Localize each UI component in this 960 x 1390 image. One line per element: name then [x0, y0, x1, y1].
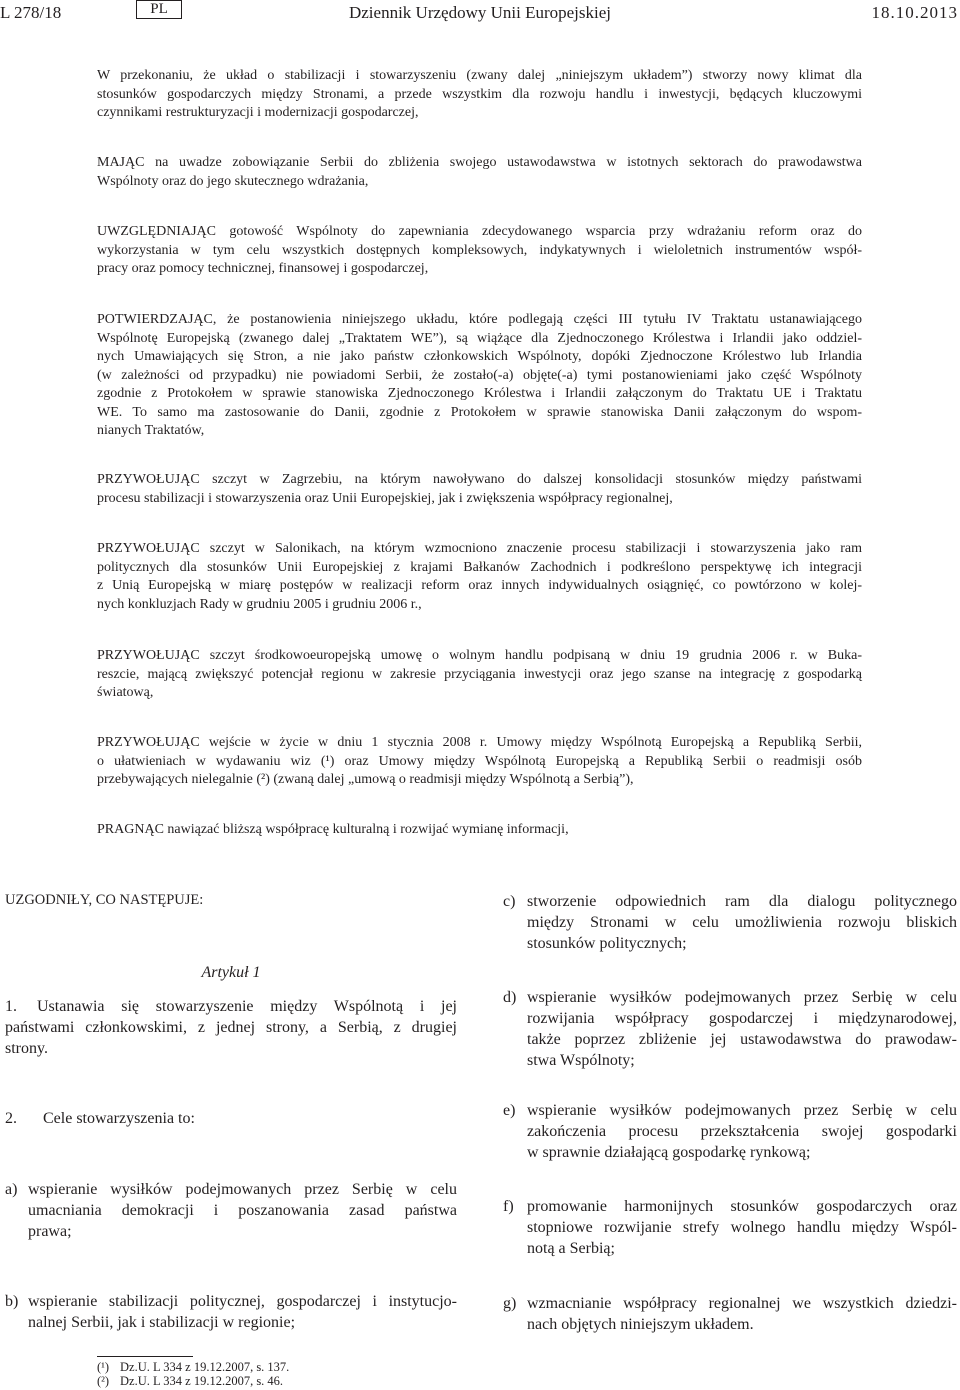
recital-line: PRZYWOŁUJĄC szczyt środkowoeuropejską umowę o wolnym handlu podpisaną w dniu 19 grudnia 2006 r. w Buka- [97, 648, 862, 663]
recital-line: nych konkluzjach Rady w grudniu 2005 i grudniu 2006 r., [97, 596, 422, 612]
recital-paragraph [97, 67, 862, 123]
recital-line: PRZYWOŁUJĄC szczyt w Zagrzebiu, na którym nawoływano do dalszej konsolidacji stosunków między państwami [97, 472, 862, 487]
recital-paragraph [97, 223, 862, 279]
objective-item-a [5, 1179, 457, 1242]
recital-line: PRZYWOŁUJĄC szczyt w Salonikach, na którym wzmocniono znaczenie procesu stabilizacji i stowarzyszenia jako ram [97, 541, 862, 556]
objective-line: wspieranie wysiłków podejmowanych przez Serbię w celu [28, 1181, 457, 1198]
paragraph-text: Cele stowarzyszenia to: [43, 1110, 195, 1127]
recital-paragraph [97, 540, 862, 614]
recital-line: procesu stabilizacji i stowarzyszenia oraz Unii Europejskiej, jak i zwiększenia współpracy regionalnej, [97, 490, 673, 506]
footnote [97, 1361, 289, 1375]
agreement-heading: UZGODNIŁY, CO NASTĘPUJE: [5, 892, 204, 908]
objective-label: a) [5, 1181, 18, 1198]
objective-text [28, 1179, 457, 1242]
objective-line: stworzenie odpowiednich ram dla dialogu politycznego [527, 893, 957, 910]
recital-paragraph [97, 734, 862, 790]
objective-text [527, 1293, 957, 1335]
recital-line: światową, [97, 685, 154, 700]
objective-label: c) [503, 893, 516, 910]
recital-line: UWZGLĘDNIAJĄC gotowość Wspólnoty do zapewniania zdecydowanego wsparcia przy wdrażaniu reform oraz do [97, 224, 862, 239]
objective-label: g) [503, 1295, 517, 1312]
recital-line: Wspólnoty oraz do jego skutecznego wdrażania, [97, 173, 369, 189]
objective-text [28, 1291, 457, 1333]
objective-line: stopniowe rozwijanie strefy wolnego handlu między Wspól- [527, 1219, 957, 1236]
recital-line: WE. To samo ma zastosowanie do Danii, zgodnie z Protokołem w sprawie stanowiska Danii załączonym do wspom- [97, 404, 862, 420]
recital-line: wykorzystania w tym celu wszystkich dostępnych kompleksowych, indykatywnych i wieloletnich instrumentów współ- [97, 242, 862, 258]
objective-line: w sprawnie działającą gospodarkę rynkową; [527, 1144, 811, 1161]
paragraph-line [5, 996, 457, 1017]
footnote-text: Dz.U. L 334 z 19.12.2007, s. 46. [120, 1374, 284, 1388]
objective-line: nalnej Serbii, jak i stabilizacji w regionie; [28, 1314, 296, 1331]
objective-line: wspieranie wysiłków podejmowanych przez Serbię w celu [527, 1102, 957, 1119]
recital-paragraph [97, 821, 862, 840]
objective-line: promowanie harmonijnych stosunków gospodarczych oraz [527, 1198, 957, 1215]
recital-line: o ułatwieniach w wydawaniu wiz (¹) oraz Umowy między Wspólnotą Europejską a Republiką Serbii o readmisji osób [97, 753, 862, 769]
recital-line: (w zależności od przypadku) nie powiadomi Serbii, że zostało(-a) objęte(-a) tymi postanowieniami jako część Wspólnoty [97, 367, 862, 383]
objective-line: stwa Wspólnoty; [527, 1052, 635, 1069]
objective-label: d) [503, 989, 517, 1006]
objective-text [527, 987, 957, 1071]
objective-item-e [503, 1100, 957, 1163]
objective-label: f) [503, 1198, 514, 1215]
paragraph-text: Ustanawia się stowarzyszenie między Wspólnotą i jej [37, 998, 457, 1015]
recital-line: Wspólnotę Europejską (zwanego dalej „Traktatem WE”), są wiążące dla Zjednoczonego Królestwa i Irlandii jako oddziel- [97, 330, 862, 346]
paragraph-number: 1. [5, 998, 17, 1015]
objective-line: prawa; [28, 1223, 72, 1240]
recital-line: przebywających nielegalnie (²) (zwaną dalej „umową o readmisji między Wspólnotą a Serbią”), [97, 772, 634, 787]
journal-title: Dziennik Urzędowy Unii Europejskiej [348, 3, 611, 22]
objective-text [527, 1100, 957, 1163]
footnote-ref: (¹) [97, 1360, 110, 1374]
recital-line: MAJĄC na uwadze zobowiązanie Serbii do zbliżenia swojego ustawodawstwa w istotnych sektorach do prawodawstwa [97, 155, 862, 170]
recital-line: reszcie, mającą zwiększyć potencjał regionu w zakresie przyciągania inwestycji oraz jego szanse na integrację z gospodarką [97, 666, 862, 682]
recital-paragraph [97, 471, 862, 508]
objective-line: wzmacnianie współpracy regionalnej we wszystkich dziedzi- [527, 1295, 957, 1312]
objective-line: wspieranie wysiłków podejmowanych przez Serbię w celu [527, 989, 957, 1006]
objective-item-b [5, 1291, 457, 1333]
paragraph-line: państwami członkowskimi, z jednej strony, a Serbią, z drugiej [5, 1019, 457, 1036]
footnote [97, 1375, 283, 1389]
objective-label: e) [503, 1102, 516, 1119]
recital-line: zgodnie z Protokołem w sprawie stanowiska Zjednoczonego Królestwa i Irlandii załączonym do Traktatu UE i Traktatu [97, 386, 862, 401]
paragraph-line [5, 1108, 457, 1129]
recital-line: nych Umawiających się Stron, a nie jako państw członkowskich Wspólnoty, dopóki Zjednoczone Królestwo lub Irlandia [97, 349, 862, 364]
objective-line: notą a Serbią; [527, 1240, 615, 1257]
objective-item-f [503, 1196, 957, 1259]
objective-item-d [503, 987, 957, 1071]
objective-line: między Stronami w celu umożliwienia rozwoju bliskich [527, 914, 957, 931]
recital-line: POTWIERDZAJĄC, że postanowienia niniejszego układu, które podlegają części III tytułu IV Traktatu ustanawiającego [97, 312, 862, 327]
footnote-ref: (²) [97, 1374, 110, 1388]
objective-line: nach objętych niniejszym układem. [527, 1316, 754, 1333]
objective-line: umacniania demokracji i poszanowania zasad państwa [28, 1202, 457, 1219]
publication-date: 18.10.2013 [871, 3, 958, 22]
article-paragraph-1 [5, 996, 457, 1059]
article-paragraph-2 [5, 1108, 457, 1129]
recital-line: z Unią Europejską w miarę postępów w realizacji reform oraz innych indywidualnych osiągnięć, co powtórzono w kolej- [97, 578, 862, 593]
recital-paragraph [97, 647, 862, 703]
objective-text [527, 891, 957, 954]
paragraph-number: 2. [5, 1110, 17, 1127]
page-reference: L 278/18 [0, 3, 62, 22]
recital-line: pracy oraz pomocy technicznej, finansowej i gospodarczej, [97, 261, 429, 276]
objective-item-g [503, 1293, 957, 1335]
language-code: PL [150, 1, 168, 17]
recital-line: czynnikami restrukturyzacji i modernizacji gospodarczej, [97, 105, 419, 120]
objective-line: także poprzez zbliżenie jej ustawodawstwa do prawodaw- [527, 1031, 957, 1048]
recital-line: stosunków gospodarczych między Stronami, a przede wszystkim dla rozwoju handlu i inwestycji, będących kluczowymi [97, 86, 862, 102]
recital-line: PRZYWOŁUJĄC wejście w życie w dniu 1 stycznia 2008 r. Umowy między Wspólnotą Europejską a Republiką Serbii, [97, 735, 862, 750]
objective-line: zakończenia procesu przekształcenia swojej gospodarki [527, 1123, 957, 1140]
recital-line: W przekonaniu, że układ o stabilizacji i stowarzyszeniu (zwany dalej „niniejszym układem”) stworzy nowy klimat dla [97, 68, 862, 83]
objective-label: b) [5, 1293, 19, 1310]
objective-text [527, 1196, 957, 1259]
objective-line: rozwijania współpracy gospodarczej i międzynarodowej, [527, 1010, 957, 1027]
recital-paragraph [97, 154, 862, 191]
objective-line: wspieranie stabilizacji politycznej, gospodarczej i instytucjo- [28, 1293, 457, 1310]
recital-line: nianych Traktatów, [97, 423, 205, 438]
footnote-separator [97, 1356, 193, 1357]
recital-paragraph [97, 311, 862, 441]
footnote-text: Dz.U. L 334 z 19.12.2007, s. 137. [120, 1360, 290, 1374]
article-title: Artykuł 1 [201, 964, 261, 981]
objective-item-c [503, 891, 957, 954]
recital-line: politycznych dla stosunków Unii Europejskiej z krajami Bałkanów Zachodnich i podkreślono perspektywę ich integracji [97, 559, 862, 575]
recital-line: PRAGNĄC nawiązać bliższą współpracę kulturalną i rozwijać wymianę informacji, [97, 822, 569, 837]
paragraph-line: strony. [5, 1040, 48, 1057]
objective-line: stosunków politycznych; [527, 935, 687, 952]
